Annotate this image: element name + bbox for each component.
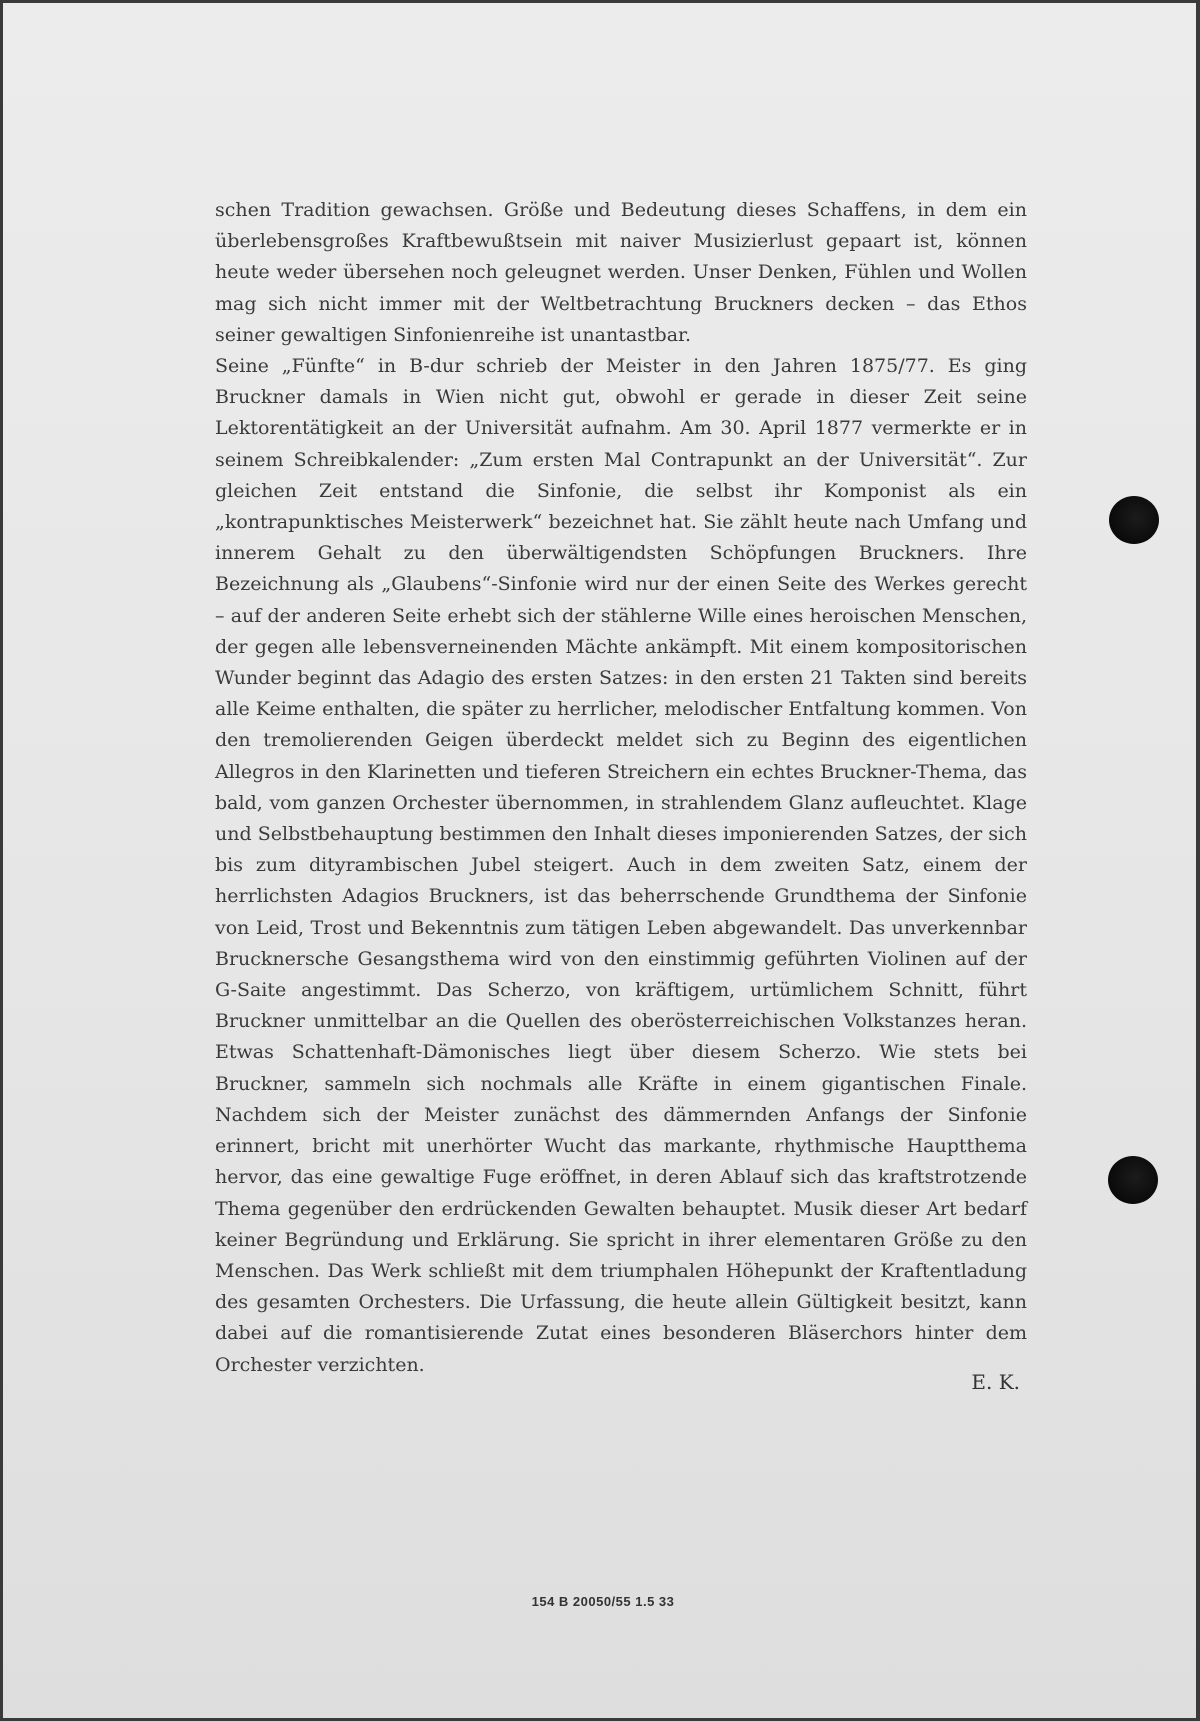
paragraph-fifth-symphony: Seine „Fünfte“ in B-dur schrieb der Meister in den Jahren 1875/77. Es ging Bruckner damals in Wien nicht gut, obwohl er gerade in dieser Zeit seine Lektorentätigkeit an der Universität aufnahm. Am 30. April 1877 vermerkte er in seinem Schreibkalender: „Zum ersten Mal Contrapunkt an der Universität“. Zur gleichen Zeit entstand die Sinfonie, die selbst ihr Komponist als ein „kontrapunktisches Meisterwerk“ bezeichnet hat. Sie zählt heute nach Umfang und innerem Gehalt zu den überwältigendsten Schöpfungen Bruckners. Ihre Bezeichnung als „Glaubens“-Sinfonie wird nur der einen Seite des Werkes gerecht – auf der anderen Seite erhebt sich der stählerne Wille eines heroischen Menschen, der gegen alle lebensverneinenden Mächte ankämpft. Mit einem kompositorischen Wunder beginnt das Adagio des ersten Satzes: in den ersten 21 Takten sind bereits alle Keime enthalten, die später zu herrlicher, melodischer Entfaltung kommen. Von den tremolierenden Geigen überdeckt meldet sich zu Beginn des eigentlichen Allegros in den Klarinetten und tieferen Streichern ein echtes Bruckner-Thema, das bald, vom ganzen Orchester übernommen, in strahlendem Glanz aufleuchtet. Klage und Selbstbehauptung bestimmen den Inhalt dieses imponierenden Satzes, der sich bis zum dityrambischen Jubel steigert. Auch in dem zweiten Satz, einem der herrlichsten Adagios Bruckners, ist das beherrschende Grundthema der Sinfonie von Leid, Trost und Bekenntnis zum tätigen Leben abgewandelt. Das unverkennbar Brucknersche Gesangsthema wird von den einstimmig geführten Violinen auf der G-Saite angestimmt. Das Scherzo, von kräftigem, urtümlichem Schnitt, führt Bruckner unmittelbar an die Quellen des oberösterreichischen Volkstanzes heran. Etwas Schattenhaft-Dämonisches liegt über diesem Scherzo. Wie stets bei Bruckner, sammeln sich nochmals alle Kräfte in einem gigantischen Finale. Nachdem sich der Meister zunächst des dämmernden Anfangs der Sinfonie erinnert, bricht mit unerhörter Wucht das markante, rhythmische Hauptthema hervor, das eine gewaltige Fuge eröffnet, in deren Ablauf sich das kraftstrotzende Thema gegenüber den erdrückenden Gewalten behauptet. Musik dieser Art bedarf keiner Begründung und Erklärung. Sie spricht in ihrer elementaren Größe zu den Menschen. Das Werk schließt mit dem triumphalen Höhepunkt der Kraftentladung des gesamten Orchesters. Die Urfassung, die heute allein Gültigkeit besitzt, kann dabei auf die romantisierende Zutat eines besonderen Bläserchors hinter dem Orchester verzichten. (215, 355, 1027, 1376)
punch-hole-top (1109, 496, 1159, 544)
body-text (215, 195, 1027, 1381)
author-initials: E. K. (971, 1370, 1020, 1394)
punch-hole-bottom (1108, 1156, 1158, 1204)
paragraph-intro: schen Tradition gewachsen. Größe und Bedeutung dieses Schaffens, in dem ein überlebensgroßes Kraftbewußtsein mit naiver Musizierlust gepaart ist, können heute weder übersehen noch geleugnet werden. Unser Denken, Fühlen und Wollen mag sich nicht immer mit der Weltbetrachtung Bruckners decken – das Ethos seiner gewaltigen Sinfonienreihe ist unantastbar. (215, 199, 1027, 346)
print-code: 154 B 20050/55 1.5 33 (531, 1594, 675, 1609)
